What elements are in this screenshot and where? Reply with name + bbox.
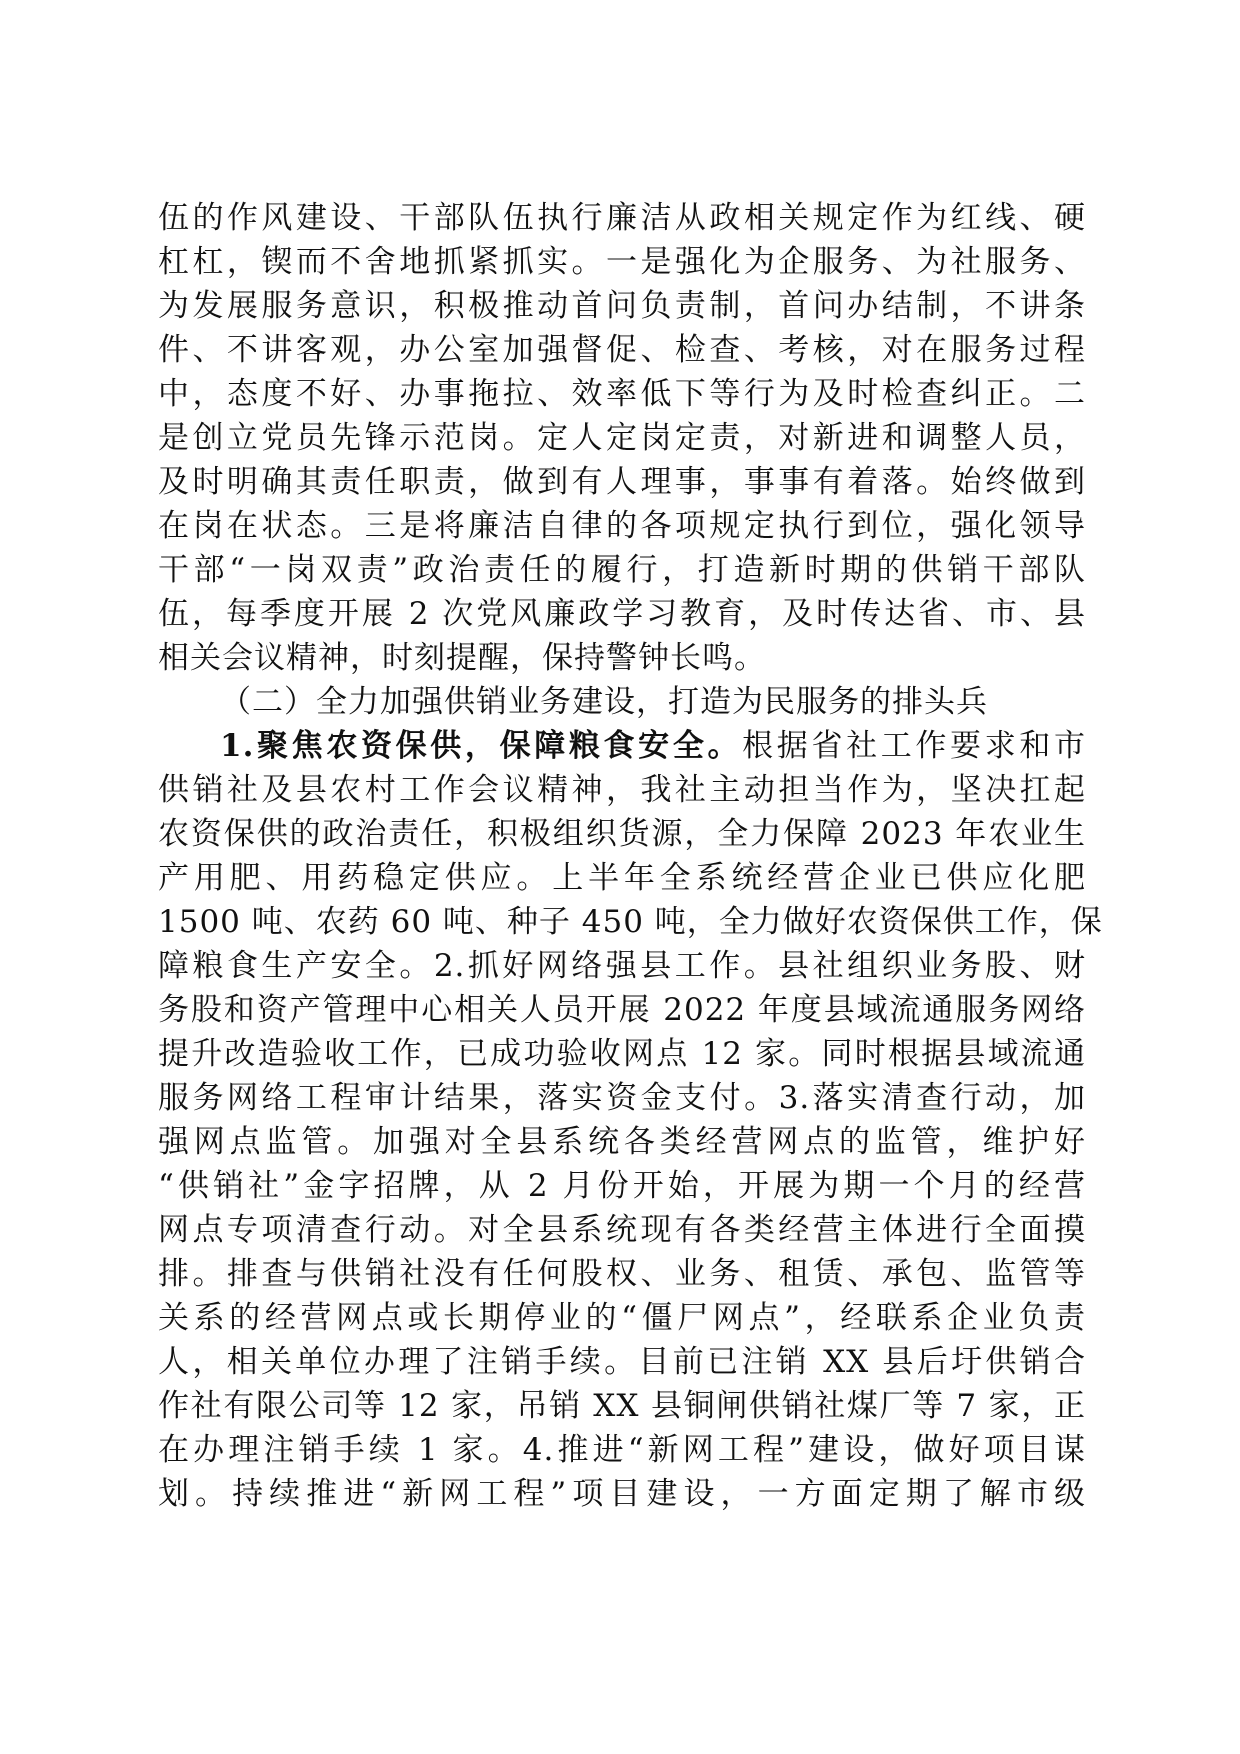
paragraph-line: 伍的作风建设、干部队伍执行廉洁从政相关规定作为红线、硬 bbox=[158, 200, 1086, 236]
paragraph-line: 干部“一岗双责”政治责任的履行，打造新时期的供销干部队 bbox=[158, 552, 1086, 588]
paragraph-first-line bbox=[158, 724, 1086, 768]
paragraph-line: 相关会议精神，时刻提醒，保持警钟长鸣。 bbox=[158, 640, 766, 676]
item-lead-rest: 根据省社工作要求和市 bbox=[742, 728, 1086, 764]
paragraph-line: 关系的经营网点或长期停业的“僵尸网点”，经联系企业负责 bbox=[158, 1300, 1086, 1336]
paragraph-line: 务股和资产管理中心相关人员开展 2022 年度县域流通服务网络 bbox=[158, 992, 1086, 1028]
paragraph-line: 1500 吨、农药 60 吨、种子 450 吨，全力做好农资保供工作，保 bbox=[158, 904, 1103, 940]
paragraph-line: 为发展服务意识，积极推动首问负责制，首问办结制，不讲条 bbox=[158, 288, 1086, 324]
paragraph-1 bbox=[158, 196, 1086, 680]
paragraph-line: 在办理注销手续 1 家。4.推进“新网工程”建设，做好项目谋 bbox=[158, 1432, 1086, 1468]
paragraph-line: 服务网络工程审计结果，落实资金支付。3.落实清查行动，加 bbox=[158, 1080, 1086, 1116]
item-lead-bold: 1.聚焦农资保供，保障粮食安全。 bbox=[220, 728, 743, 764]
paragraph-line: 杠杠，锲而不舍地抓紧抓实。一是强化为企服务、为社服务、 bbox=[158, 244, 1086, 280]
paragraph-line: 排。排查与供销社没有任何股权、业务、租赁、承包、监管等 bbox=[158, 1256, 1086, 1292]
document-body bbox=[158, 196, 1103, 1516]
paragraph-line: 提升改造验收工作，已成功验收网点 12 家。同时根据县域流通 bbox=[158, 1036, 1086, 1072]
paragraph-line: 强网点监管。加强对全县系统各类经营网点的监管，维护好 bbox=[158, 1124, 1086, 1160]
paragraph-line: 中，态度不好、办事拖拉、效率低下等行为及时检查纠正。二 bbox=[158, 376, 1086, 412]
paragraph-line: 供销社及县农村工作会议精神，我社主动担当作为，坚决扛起 bbox=[158, 772, 1086, 808]
paragraph-line: 产用肥、用药稳定供应。上半年全系统经营企业已供应化肥 bbox=[158, 860, 1086, 896]
paragraph-line: 划。持续推进“新网工程”项目建设，一方面定期了解市级 bbox=[158, 1476, 1086, 1512]
paragraph-line: 件、不讲客观，办公室加强督促、检查、考核，对在服务过程 bbox=[158, 332, 1086, 368]
section-heading: （二）全力加强供销业务建设，打造为民服务的排头兵 bbox=[220, 684, 988, 720]
paragraph-line: 障粮食生产安全。2.抓好网络强县工作。县社组织业务股、财 bbox=[158, 948, 1086, 984]
paragraph-line: 是创立党员先锋示范岗。定人定岗定责，对新进和调整人员， bbox=[158, 420, 1086, 456]
paragraph-line: 及时明确其责任职责，做到有人理事，事事有着落。始终做到 bbox=[158, 464, 1086, 500]
paragraph-line: 人，相关单位办理了注销手续。目前已注销 XX 县后圩供销合 bbox=[158, 1344, 1086, 1380]
paragraph-line: 农资保供的政治责任，积极组织货源，全力保障 2023 年农业生 bbox=[158, 816, 1086, 852]
paragraph-line: “供销社”金字招牌，从 2 月份开始，开展为期一个月的经营 bbox=[158, 1168, 1086, 1204]
paragraph-line: 作社有限公司等 12 家，吊销 XX 县铜闸供销社煤厂等 7 家，正 bbox=[158, 1388, 1086, 1424]
paragraph-line: 在岗在状态。三是将廉洁自律的各项规定执行到位，强化领导 bbox=[158, 508, 1086, 544]
paragraph-2 bbox=[158, 724, 1103, 1516]
paragraph-line: 网点专项清查行动。对全县系统现有各类经营主体进行全面摸 bbox=[158, 1212, 1086, 1248]
paragraph-line: 伍，每季度开展 2 次党风廉政学习教育，及时传达省、市、县 bbox=[158, 596, 1086, 632]
